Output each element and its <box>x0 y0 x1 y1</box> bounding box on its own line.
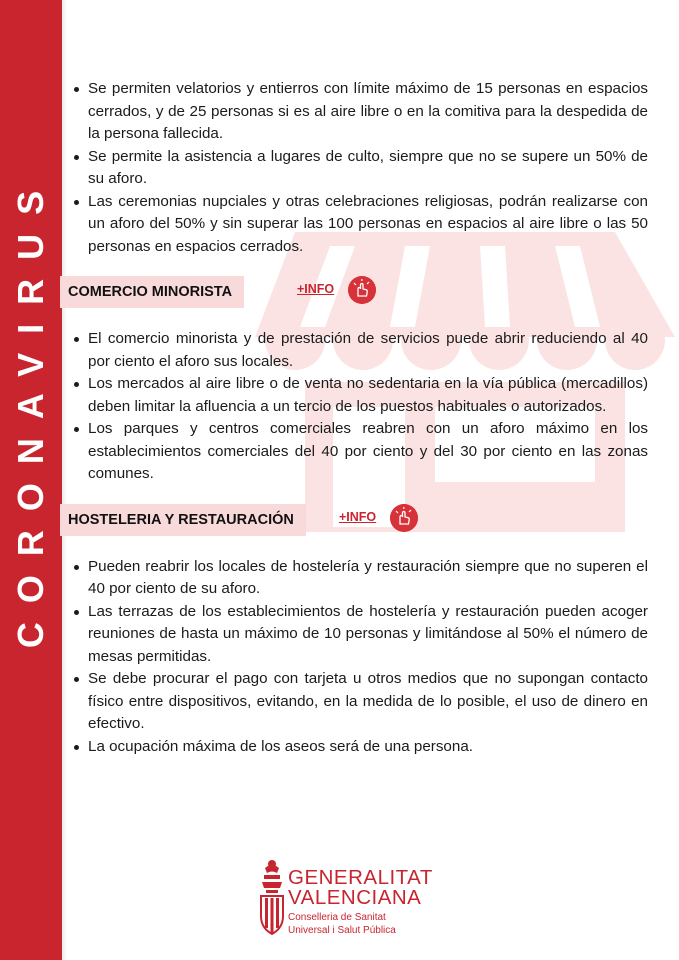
hosteleria-list <box>68 556 648 759</box>
info-link[interactable]: +INFO <box>339 509 377 524</box>
logo-subtitle-2: Universal i Salut Pública <box>288 925 396 936</box>
sidebar-title: CORONAVIRUS <box>10 171 51 649</box>
list-item: El comercio minorista y de prestación de servicios puede abrir reduciendo al 40 por ciento el aforo sus locales. <box>88 328 648 373</box>
main-content <box>68 78 648 758</box>
list-item: Se permite la asistencia a lugares de culto, siempre que no se supere un 50% de su aforo. <box>88 146 648 191</box>
generalitat-logo <box>258 858 438 944</box>
list-item: Las ceremonias nupciales y otras celebraciones religiosas, podrán realizarse con un aforo del 50% y sin superar las 100 personas en espacios al aire libre o las 50 personas en espacios cerrados. <box>88 191 648 259</box>
section-title: HOSTELERIA Y RESTAURACIÓN <box>60 504 306 536</box>
logo-line-1: GENERALITAT <box>288 866 433 889</box>
list-item: Las terrazas de los establecimientos de hostelería y restauración pueden acoger reuniones de hasta un máximo de 10 personas y limitándose al 50% el número de mesas permitidas. <box>88 601 648 669</box>
section-title: COMERCIO MINORISTA <box>60 276 244 308</box>
list-item: Se debe procurar el pago con tarjeta u otros medios que no supongan contacto físico entre dispositivos, evitando, en la medida de lo posible, el uso de dinero en efectivo. <box>88 668 648 736</box>
info-link[interactable]: +INFO <box>297 282 335 296</box>
logo-text <box>288 868 433 937</box>
hand-click-icon[interactable] <box>348 276 376 304</box>
comercio-list <box>68 328 648 486</box>
intro-list <box>68 78 648 258</box>
list-item: Se permiten velatorios y entierros con límite máximo de 15 personas en espacios cerrados, y de 25 personas si es al aire libre o en la comitiva para la despedida de la persona fallecida. <box>88 78 648 146</box>
section-header-hosteleria <box>68 504 648 536</box>
logo-subtitle-1: Conselleria de Sanitat <box>288 912 386 923</box>
sidebar-band <box>0 0 62 960</box>
list-item: La ocupación máxima de los aseos será de una persona. <box>88 736 648 759</box>
coat-of-arms-icon <box>258 858 286 944</box>
logo-line-2: VALENCIANA <box>288 886 422 909</box>
list-item: Los parques y centros comerciales reabren con un aforo máximo en los establecimientos comerciales del 40 por ciento y del 30 por ciento en las zonas comunes. <box>88 418 648 486</box>
list-item: Pueden reabrir los locales de hostelería y restauración siempre que no superen el 40 por ciento de su aforo. <box>88 556 648 601</box>
hand-click-icon[interactable] <box>390 504 418 532</box>
section-header-comercio <box>68 276 648 308</box>
list-item: Los mercados al aire libre o de venta no sedentaria en la vía pública (mercadillos) deben limitar la afluencia a un tercio de los puestos habituales o autorizados. <box>88 373 648 418</box>
